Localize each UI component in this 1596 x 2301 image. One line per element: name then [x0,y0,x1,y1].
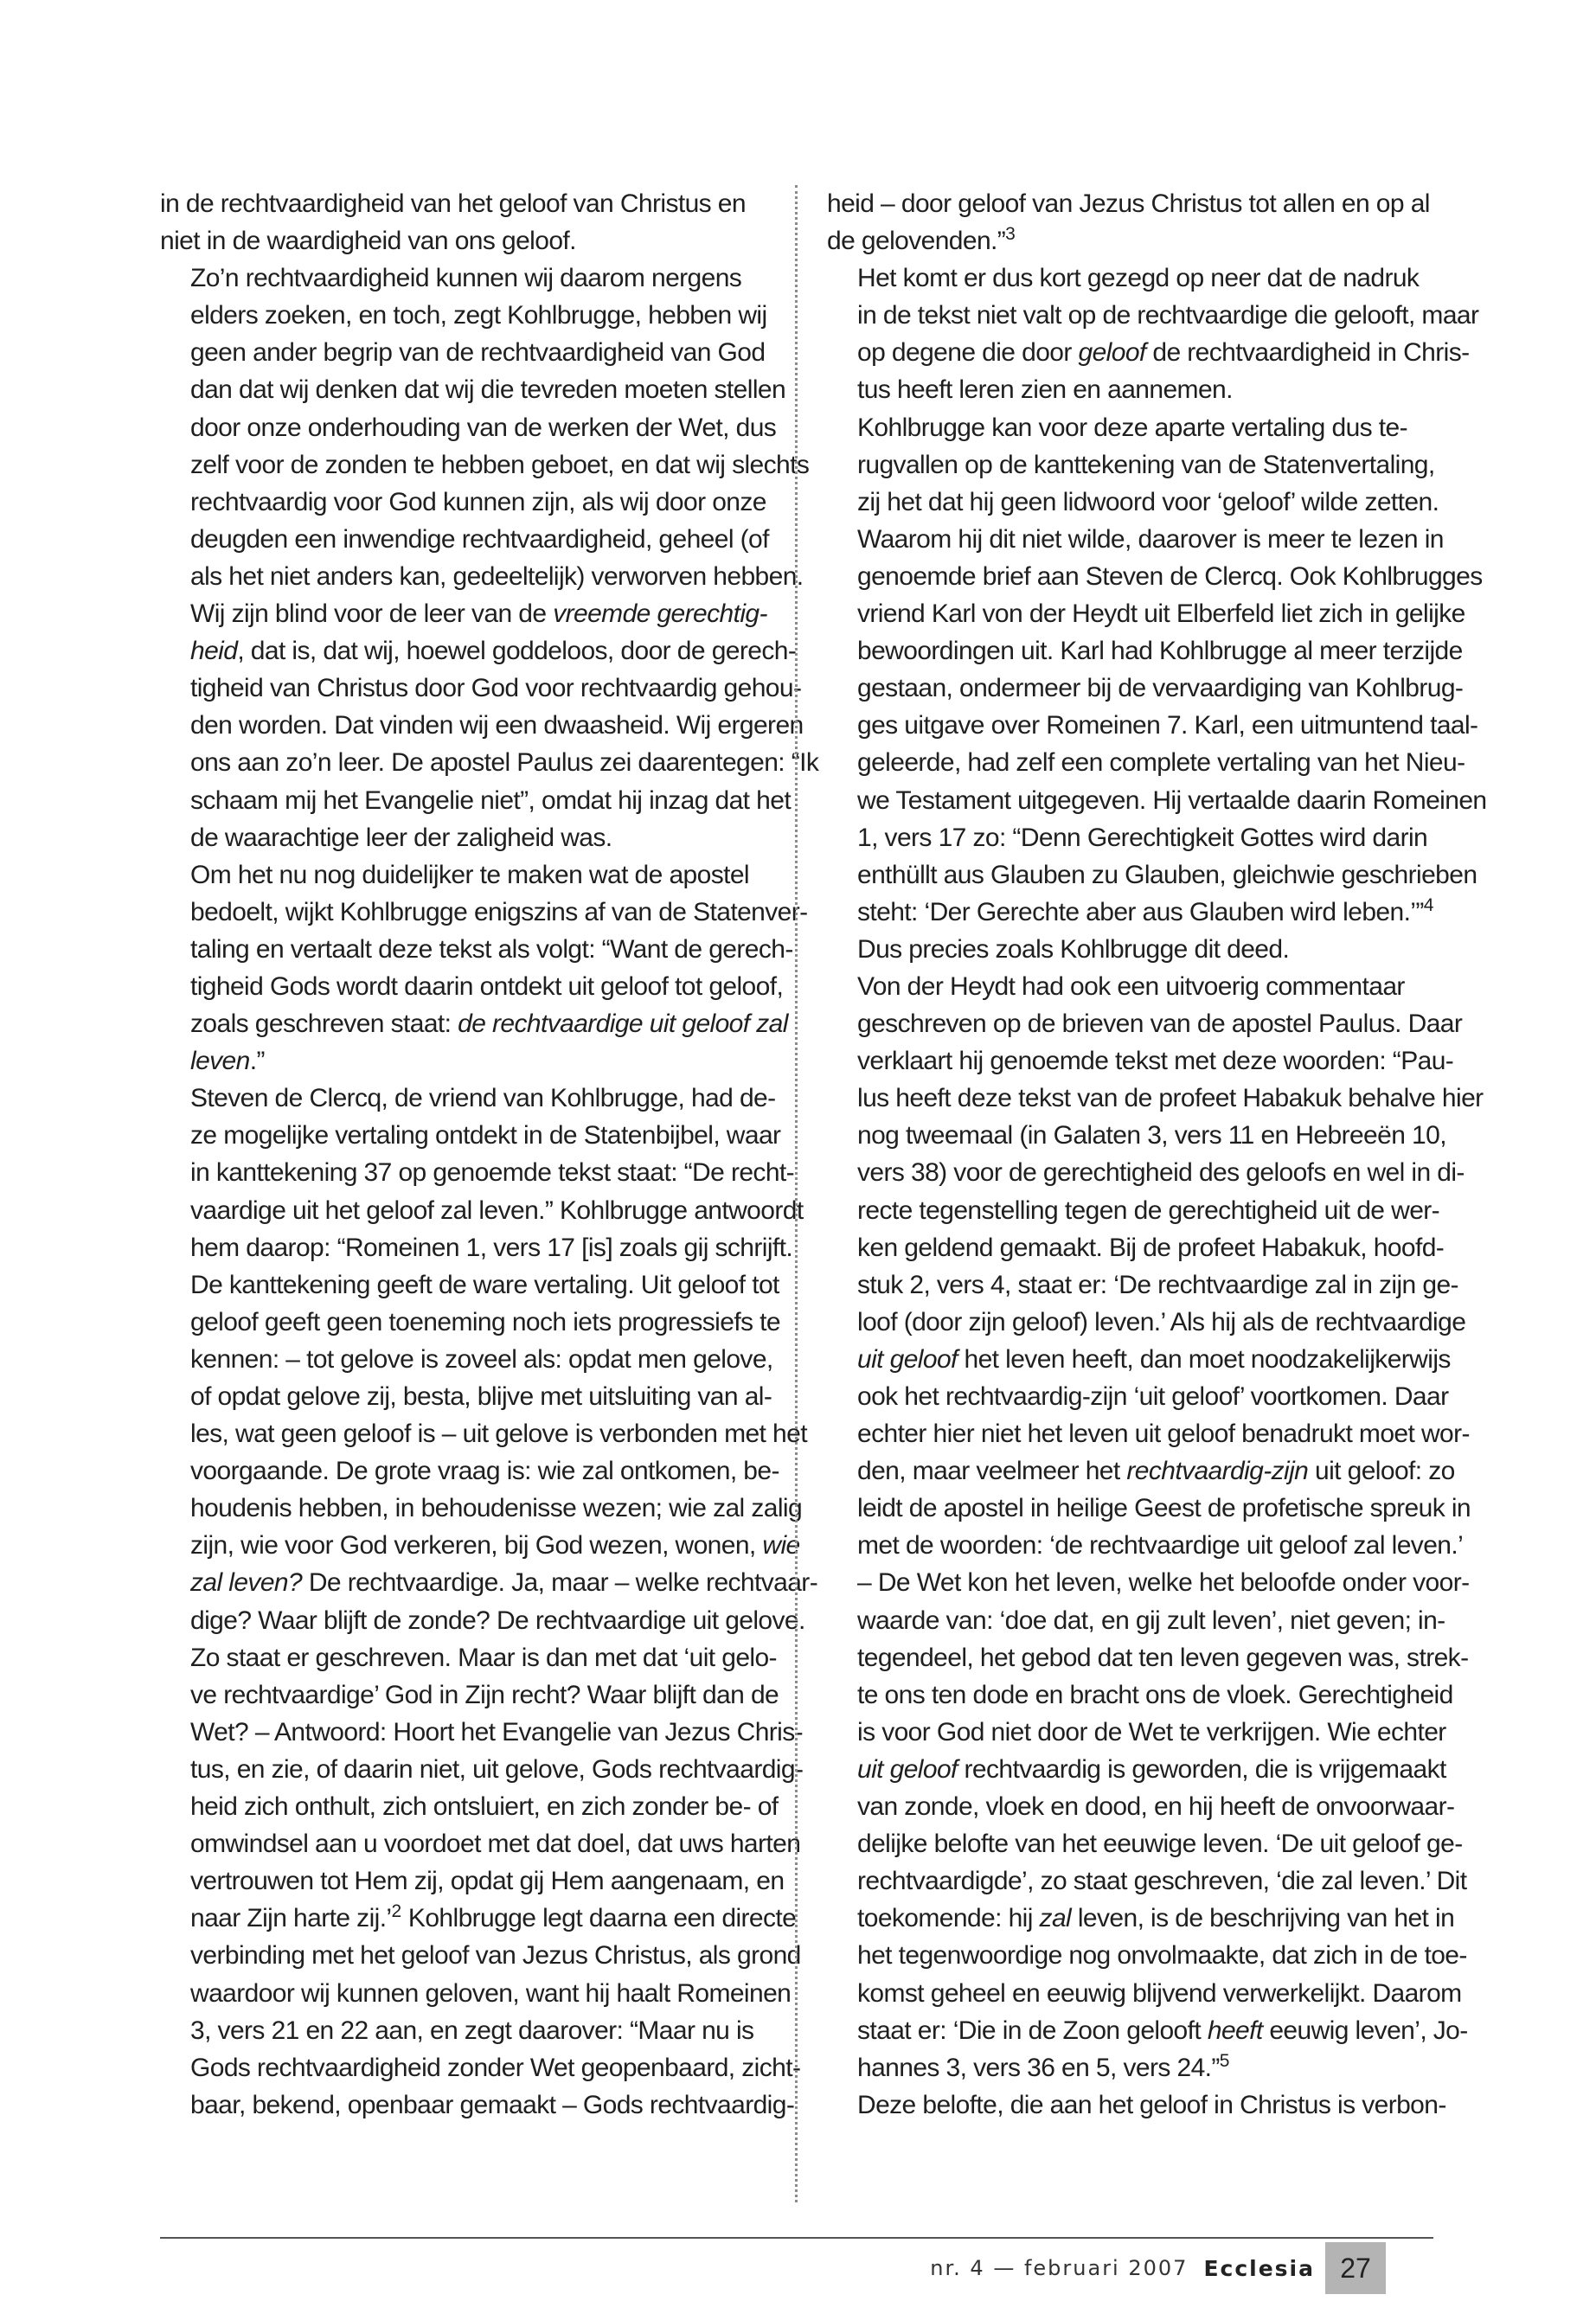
italic-run: zal [1039,1904,1072,1933]
text-line: tus heeft leren zien en aannemen. [857,375,1233,405]
text-line: door onze onderhouding van de werken der Wet, dus [190,413,777,442]
left-column [160,185,819,2124]
italic-run: uit geloof [857,1344,958,1374]
italic-run: zal leven? [190,1568,303,1598]
text-line: geloof geeft geen toeneming noch iets progressiefs te [190,1307,781,1336]
text-line: hem daarop: “Romeinen 1, vers 17 [is] zoals gij schrijft. [190,1233,793,1262]
text-line: Gods rechtvaardigheid zonder Wet geopenbaard, zicht- [190,2053,801,2082]
text-line: de waarachtige leer der zaligheid was. [190,823,612,852]
italic-run: heid [190,637,238,666]
text-run: .” [249,1047,265,1076]
paragraph [827,409,1487,968]
text-line: voorgaande. De grote vraag is: wie zal ontkomen, be- [190,1457,779,1486]
text-line: ve rechtvaardige’ God in Zijn recht? Waar blijft dan de [190,1680,779,1709]
text-line: als het niet anders kan, gedeeltelijk) verworven hebben. [190,561,804,591]
text-line: Zo staat er geschreven. Maar is dan met dat ‘uit gelo- [190,1643,777,1672]
footnote-ref[interactable]: 3 [1005,224,1016,245]
text-run: de rechtvaardigheid in Chris- [1145,338,1470,368]
text-line: 3, vers 21 en 22 aan, en zegt daarover: “Maar nu is [190,2016,754,2045]
text-line: recte tegenstelling tegen de gerechtigheid uit de wer- [857,1195,1440,1225]
text-line: Om het nu nog duidelijker te maken wat de apostel [190,860,749,889]
text-run: zoals geschreven staat: [190,1009,458,1039]
text-line [827,1452,1455,1490]
footnote-ref[interactable]: 2 [391,1901,402,1922]
column-divider [795,185,798,2202]
text-line: vaardige uit het geloof zal leven.” Kohlbrugge antwoordt [190,1195,804,1225]
text-line [160,1527,800,1564]
text-run: zijn, wie voor God verkeren, bij God wezen, wonen, [190,1531,763,1561]
text-run: de gelovenden.” [827,227,1006,256]
text-run: den, maar veelmeer het [857,1457,1127,1486]
text-line: elders zoeken, en toch, zegt Kohlbrugge, hebben wij [190,301,767,330]
text-run: hannes 3, vers 36 en 5, vers 24.” [857,2053,1220,2082]
text-run: naar Zijn harte zij.’ [190,1904,392,1933]
text-run: Wij zijn blind voor de leer van de [190,599,554,629]
text-line: bedoelt, wijkt Kohlbrugge enigszins af van de Statenver- [190,897,808,926]
text-line: geleerde, had zelf een complete vertaling van het Nieu- [857,748,1465,778]
text-line: waardoor wij kunnen geloven, want hij haalt Romeinen [190,1978,792,2008]
italic-run: leven [190,1047,250,1076]
text-line: gestaan, ondermeer bij de vervaardiging van Kohlbrug- [857,674,1464,703]
text-line: zij het dat hij geen lidwoord voor ‘geloof’ wilde zetten. [857,487,1439,516]
text-line [827,1900,1455,1937]
text-line: stuk 2, vers 4, staat er: ‘De rechtvaardige zal in zijn ge- [857,1270,1458,1299]
text-line: vriend Karl von der Heydt uit Elberfeld liet zich in gelijke [857,599,1465,629]
text-run: steht: ‘Der Gerechte aber aus Glauben wird leben.’” [857,897,1424,926]
issue-label: nr. 4 — februari 2007 [930,2256,1189,2280]
text-line: verbinding met het geloof van Jezus Christus, als grond [190,1941,801,1971]
paragraph [827,260,1479,408]
text-line: – De Wet kon het leven, welke het beloofde onder voor- [857,1568,1470,1598]
text-line [160,1564,818,1601]
text-line [827,894,1437,931]
text-line: deugden een inwendige rechtvaardigheid, geheel (of [190,524,769,554]
text-line: taling en vertaalt deze tekst als volgt: “Want de gerech- [190,934,793,964]
italic-run: wie [762,1531,800,1561]
italic-run: vreemde gerechtig- [553,599,767,629]
page-footer [930,2242,1386,2294]
text-line: De kanttekening geeft de ware vertaling. Uit geloof tot [190,1270,779,1299]
text-line: genoemde brief aan Steven de Clercq. Ook Kohlbrugges [857,561,1483,591]
text-line [827,334,1470,371]
text-line: rechtvaardigde’, zo staat geschreven, ‘die zal leven.’ Dit [857,1867,1467,1896]
text-run: toekomende: hij [857,1904,1040,1933]
text-line: dan dat wij denken dat wij die tevreden moeten stellen [190,375,786,405]
italic-run: rechtvaardig-zijn [1126,1457,1309,1486]
text-line: zelf voor de zonden te hebben geboet, en dat wij slechts [190,450,810,479]
paragraph [827,185,1437,260]
text-line: niet in de waardigheid van ons geloof. [160,227,576,256]
text-line: rechtvaardig voor God kunnen zijn, als wij door onze [190,487,766,516]
text-line: rugvallen op de kanttekening van de Statenvertaling, [857,450,1435,479]
text-line: geen ander begrip van de rechtvaardigheid van God [190,338,766,368]
text-line [160,1042,770,1080]
text-line: les, wat geen geloof is – uit gelove is verbonden met het [190,1420,807,1449]
text-run: het leven heeft, dan moet noodzakelijkerwijs [957,1344,1451,1374]
text-run: op degene die door [857,338,1079,368]
paragraph [160,1080,818,2124]
text-line: ken geldend gemaakt. Bij de profeet Habakuk, hoofd- [857,1233,1445,1262]
text-line: 1, vers 17 zo: “Denn Gerechtigkeit Gottes wird darin [857,823,1428,852]
journal-name: Ecclesia [1203,2255,1315,2281]
text-line: bewoordingen uit. Karl had Kohlbrugge al meer terzijde [857,637,1463,666]
text-line [160,1005,788,1042]
text-line: ges uitgave over Romeinen 7. Karl, een uitmuntend taal- [857,711,1478,740]
paragraph [827,2086,1446,2124]
text-line: in de rechtvaardigheid van het geloof van Christus en [160,189,746,218]
text-run: eeuwig leven’, Jo- [1262,2016,1468,2045]
text-line [827,1341,1451,1378]
text-line: ze mogelijke vertaling ontdekt in de Statenbijbel, waar [190,1121,781,1150]
text-line [160,595,770,632]
text-line: omwindsel aan u voordoet met dat doel, dat uws harten [190,1830,801,1859]
text-line: verklaart hij genoemde tekst met deze woorden: “Pau- [857,1047,1454,1076]
text-line: echter hier niet het leven uit geloof benadrukt moet wor- [857,1420,1470,1449]
text-line: Kohlbrugge kan voor deze aparte vertaling dus te- [857,413,1408,442]
text-line: nog tweemaal (in Galaten 3, vers 11 en Hebreeën 10, [857,1121,1446,1150]
footer-rule [160,2237,1433,2239]
text-line: is voor God niet door de Wet te verkrijgen. Wie echter [857,1717,1446,1747]
text-line: heid – door geloof van Jezus Christus tot allen en op al [827,189,1430,218]
italic-run: geloof [1078,338,1146,368]
text-line: loof (door zijn geloof) leven.’ Als hij als de rechtvaardige [857,1307,1466,1336]
text-line: van zonde, vloek en dood, en hij heeft de onvoorwaar- [857,1792,1455,1822]
text-line [827,222,1437,260]
text-line: delijke belofte van het eeuwige leven. ‘De uit geloof ge- [857,1830,1463,1859]
text-line [827,2012,1468,2049]
text-line: we Testament uitgegeven. Hij vertaalde daarin Romeinen [857,785,1487,815]
text-line: Deze belofte, die aan het geloof in Christus is verbon- [857,2090,1446,2119]
text-line [827,2049,1437,2086]
text-line: of opdat gelove zij, besta, blijve met uitsluiting van al- [190,1382,772,1411]
text-line: vertrouwen tot Hem zij, opdat gij Hem aangenaam, en [190,1867,785,1896]
text-line: Waarom hij dit niet wilde, daarover is meer te lezen in [857,524,1444,554]
text-line: tigheid van Christus door God voor rechtvaardig gehou- [190,674,802,703]
text-line: lus heeft deze tekst van de profeet Habakuk behalve hier [857,1084,1484,1113]
text-line: waarde van: ‘doe dat, en gij zult leven’, niet geven; in- [857,1606,1445,1635]
text-run: uit geloof: zo [1308,1457,1455,1486]
italic-run: uit geloof [857,1754,958,1784]
text-line: Steven de Clercq, de vriend van Kohlbrugge, had de- [190,1084,776,1113]
page-number: 27 [1325,2242,1386,2294]
text-run: rechtvaardig is geworden, die is vrijgemaakt [957,1754,1446,1784]
italic-run: de rechtvaardige uit geloof zal [458,1009,788,1039]
text-run: , dat is, dat wij, hoewel goddeloos, door de gerech- [237,637,797,666]
text-run: De rechtvaardige. Ja, maar – welke rechtvaar- [302,1568,818,1598]
text-line: tus, en zie, of daarin niet, uit gelove, Gods rechtvaardig- [190,1754,804,1784]
text-run: Kohlbrugge legt daarna een directe [401,1904,797,1933]
footnote-ref[interactable]: 5 [1219,2050,1230,2071]
text-line: Zo’n rechtvaardigheid kunnen wij daarom nergens [190,264,742,293]
text-line: den worden. Dat vinden wij een dwaasheid. Wij ergeren [190,711,804,740]
text-run: staat er: ‘Die in de Zoon gelooft [857,2016,1208,2045]
text-line: Het komt er dus kort gezegd op neer dat de nadruk [857,264,1420,293]
text-line [160,632,797,670]
paragraph [160,856,808,1080]
paragraph [160,185,770,260]
text-line: ook het rechtvaardig-zijn ‘uit geloof’ voortkomen. Daar [857,1382,1449,1411]
text-line: tigheid Gods wordt daarin ontdekt uit geloof tot geloof, [190,971,784,1001]
text-line: houdenis hebben, in behoudenisse wezen; wie zal zalig [190,1494,803,1523]
text-line: schaam mij het Evangelie niet”, omdat hij inzag dat het [190,785,792,815]
text-line: Dus precies zoals Kohlbrugge dit deed. [857,934,1290,964]
text-line: vers 38) voor de gerechtigheid des geloofs en wel in di- [857,1158,1465,1188]
text-line: met de woorden: ‘de rechtvaardige uit geloof zal leven.’ [857,1531,1464,1561]
text-line: dige? Waar blijft de zonde? De rechtvaardige uit gelove. [190,1606,805,1635]
paragraph [160,260,819,856]
footnote-ref[interactable]: 4 [1423,894,1434,915]
text-line: te ons ten dode en bracht ons de vloek. Gerechtigheid [857,1680,1453,1709]
paragraph [827,968,1484,2086]
text-line: het tegenwoordige nog onvolmaakte, dat zich in de toe- [857,1941,1467,1971]
text-line: kennen: – tot gelove is zoveel als: opdat men gelove, [190,1344,773,1374]
text-line [827,1751,1446,1788]
text-line: komst geheel en eeuwig blijvend verwerkelijkt. Daarom [857,1978,1462,2008]
text-line: geschreven op de brieven van de apostel Paulus. Daar [857,1009,1463,1039]
text-line: Wet? – Antwoord: Hoort het Evangelie van Jezus Chris- [190,1717,804,1747]
text-line: heid zich onthult, zich ontsluiert, en zich zonder be- of [190,1792,779,1822]
text-line: Von der Heydt had ook een uitvoerig commentaar [857,971,1405,1001]
text-line: in de tekst niet valt op de rechtvaardige die gelooft, maar [857,301,1479,330]
text-line: in kanttekening 37 op genoemde tekst staat: “De recht- [190,1158,795,1188]
text-line: ons aan zo’n leer. De apostel Paulus zei daarentegen: “Ik [190,748,819,778]
text-line: baar, bekend, openbaar gemaakt – Gods rechtvaardig- [190,2090,795,2119]
text-line: leidt de apostel in heilige Geest de profetische spreuk in [857,1494,1471,1523]
text-run: leven, is de beschrijving van het in [1071,1904,1455,1933]
right-column [827,185,1487,2124]
text-line: enthüllt aus Glauben zu Glauben, gleichwie geschrieben [857,860,1477,889]
text-line: tegendeel, het gebod dat ten leven gegeven was, strek- [857,1643,1469,1672]
italic-run: heeft [1207,2016,1263,2045]
text-line [160,1900,797,1937]
